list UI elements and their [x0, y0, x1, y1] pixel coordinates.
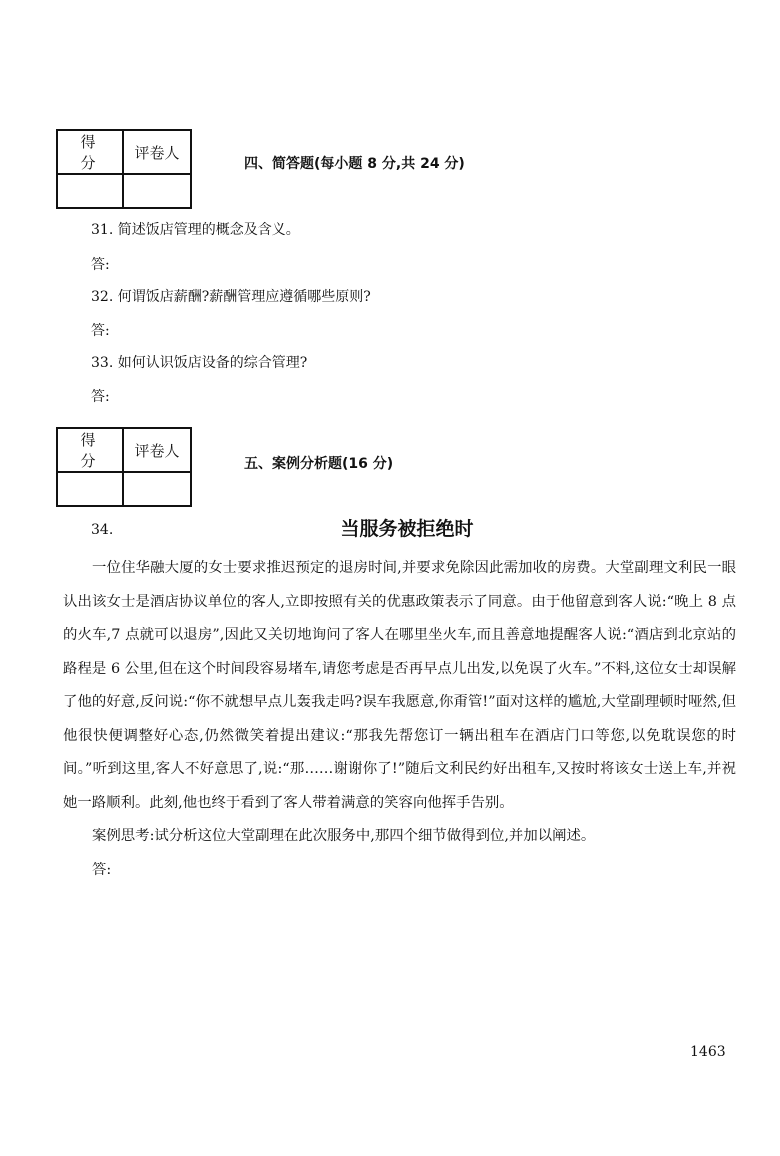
- case-question: 案例思考:试分析这位大堂副理在此次服务中,那四个细节做得到位,并加以阐述。: [92, 828, 596, 844]
- score-cell: [57, 472, 123, 506]
- question-33: 33. 如何认识饭店设备的综合管理?: [91, 355, 308, 371]
- answer-label-31: 答:: [91, 257, 110, 273]
- answer-label-32: 答:: [91, 323, 110, 339]
- section5-heading: 五、案例分析题(16 分): [244, 456, 394, 472]
- answer-label-33: 答:: [91, 389, 110, 405]
- grader-cell: [123, 174, 191, 208]
- page-number: 1463: [690, 1044, 726, 1060]
- score-box-section5: [56, 427, 192, 507]
- score-box-section4: [56, 129, 192, 209]
- grader-label: 评卷人: [123, 428, 191, 472]
- case-body: [63, 552, 736, 887]
- answer-label-34: 答:: [92, 861, 112, 878]
- score-cell: [57, 174, 123, 208]
- question-34-number: 34.: [91, 522, 114, 538]
- score-label: 得 分: [57, 130, 123, 174]
- grader-label: 评卷人: [123, 130, 191, 174]
- case-text: 一位住华融大厦的女士要求推迟预定的退房时间,并要求免除因此需加收的房费。大堂副理文利民一眼认出该女士是酒店协议单位的客人,立即按照有关的优惠政策表示了同意。由于他留意到客人说:“晚上 8 点的火车,7 点就可以退房”,因此又关切地询问了客人在哪里坐火车,而且善意地提醒客人说:“酒店到北京站的路程是 6 公里,但在这个时间段容易堵车,请您考虑是否再早点儿出发,以免误了火车。”不料,这位女士却误解了他的好意,反问说:“你不就想早点儿轰我走吗?误车我愿意,你甭管!”面对这样的尴尬,大堂副理顿时哑然,但他很快便调整好心态,仍然微笑着提出建议:“那我先帮您订一辆出租车在酒店门口等您,以免耽误您的时间。”听到这里,客人不好意思了,说:“那……谢谢你了!”随后文利民约好出租车,又按时将该女士送上车,并祝她一路顺利。此刻,他也终于看到了客人带着满意的笑容向他挥手告别。: [63, 560, 736, 811]
- score-label: 得 分: [57, 428, 123, 472]
- question-31: 31. 简述饭店管理的概念及含义。: [91, 222, 300, 238]
- section4-heading: 四、简答题(每小题 8 分,共 24 分): [244, 156, 465, 172]
- case-title: 当服务被拒绝时: [340, 518, 474, 540]
- grader-cell: [123, 472, 191, 506]
- question-32: 32. 何谓饭店薪酬?薪酬管理应遵循哪些原则?: [91, 289, 371, 305]
